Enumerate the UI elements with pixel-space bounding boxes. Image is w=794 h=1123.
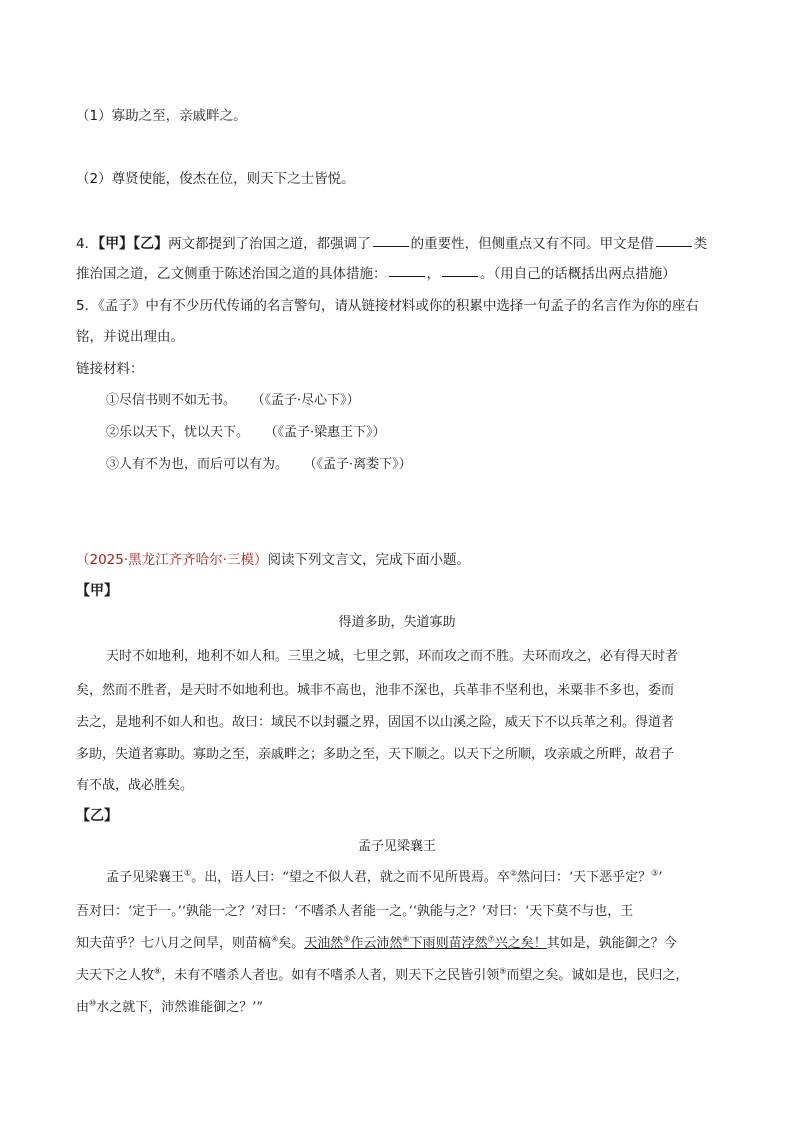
answer-blank[interactable] <box>442 275 478 277</box>
material-label: 链接材料： <box>76 361 144 377</box>
quote-text: ③人有不为也，而后可以有为。 <box>106 457 289 472</box>
footnote-marker: ② <box>509 868 518 878</box>
yi-text: 其如是，孰能御之？今 <box>546 936 677 951</box>
yi-line-1 <box>106 866 662 885</box>
q4-line-1 <box>76 232 707 253</box>
q4-text-4: 推治国之道，乙文侧重于陈述治国之道的具体措施： <box>76 266 387 282</box>
q4-number: 4． <box>76 236 99 252</box>
q5-line-2: 铭，并说出理由。 <box>76 329 184 345</box>
yi-text: ’ <box>658 870 663 885</box>
q4-yi: 【乙】 <box>133 236 169 252</box>
footnote-marker: ⑩ <box>89 998 97 1008</box>
answer-blank[interactable] <box>656 245 692 247</box>
footnote-marker: ⑧ <box>154 966 162 976</box>
yi-text: 天油然 <box>304 936 344 951</box>
quote-1 <box>106 389 360 408</box>
q3-item-1: （1）寡助之至，亲戚畔之。 <box>76 108 247 124</box>
yi-text: 。出，语人曰：“望之不似人君，就之而不见所畏焉。卒 <box>191 870 510 885</box>
q5-line-1: 5．《孟子》中有不少历代传诵的名言警句，请从链接材料或你的积累中选择一句孟子的名言作为你的座右 <box>76 298 699 314</box>
q4-line-2 <box>76 262 676 282</box>
section-instruction: 阅读下列文言文，完成下面小题。 <box>267 552 470 568</box>
quote-text: ②乐以天下，忧以天下。 <box>106 425 250 440</box>
yi-line-5 <box>76 996 263 1015</box>
yi-label: 【乙】 <box>76 808 118 824</box>
yi-text: 而望之矣。诚如是也，民归之， <box>506 968 689 983</box>
q3-item-2: （2）尊贤使能，俊杰在位，则天下之士皆悦。 <box>76 171 355 187</box>
q4-comma: ， <box>426 266 440 282</box>
q4-text-1: 两文都提到了治国之道，都强调了 <box>168 236 371 252</box>
q4-text-5: 。（用自己的话概括出两点措施） <box>480 266 676 282</box>
yi-text: 矣。 <box>278 936 305 951</box>
jia-line: 矣，然而不胜者，是天时不如地利也。城非不高也，池非不深也，兵革非不坚利也，米粟非不多也，委而 <box>76 683 675 698</box>
yi-line-4 <box>76 964 688 983</box>
yi-title: 孟子见梁襄王 <box>357 839 436 854</box>
yi-line-2: 吾对曰：‘定于一。’‘孰能一之？’对曰：‘不嗜杀人者能一之。’‘孰能与之？’对曰：‘天下莫不与也，王 <box>76 904 634 919</box>
quote-source: （《孟子·梁惠王下》） <box>271 425 386 440</box>
yi-text: 下雨则苗浡然 <box>409 936 488 951</box>
footnote-marker: ⑨ <box>499 966 507 976</box>
yi-text: 然问曰：‘天下恶乎定？ <box>517 870 652 885</box>
quote-3 <box>106 453 412 472</box>
q4-text-2: 的重要性，但侧重点又有不同。甲文是借 <box>410 236 654 252</box>
yi-text: 作云沛然 <box>350 936 403 951</box>
yi-text: 夫天下之人牧 <box>76 968 155 983</box>
footnote-marker: ⑤ <box>343 934 351 944</box>
yi-text: 知夫苗乎？七八月之间旱，则苗槁 <box>76 936 272 951</box>
jia-line: 去之，是地利不如人和也。故曰：域民不以封疆之界，固国不以山溪之险，威天下不以兵革之利。得道者 <box>76 715 675 730</box>
footnote-marker: ④ <box>271 934 279 944</box>
jia-title: 得道多助，失道寡助 <box>338 615 456 630</box>
underlined-sentence <box>304 936 547 951</box>
q4-text-3: 类 <box>693 236 708 252</box>
yi-text: ，未有不嗜杀人者也。如有不嗜杀人者，则天下之民皆引领 <box>161 968 500 983</box>
quote-text: ①尽信书则不如无书。 <box>106 393 237 408</box>
footnote-marker: ⑦ <box>487 934 495 944</box>
footnote-marker: ① <box>184 868 192 878</box>
yi-line-3 <box>76 932 677 951</box>
yi-text: 孟子见梁襄王 <box>106 870 185 885</box>
quote-2 <box>106 421 386 440</box>
answer-blank[interactable] <box>373 245 409 247</box>
jia-line: 有不战，战必胜矣。 <box>76 778 194 793</box>
quote-source: （《孟子·离娄下》） <box>310 457 412 472</box>
jia-line: 多助，失道者寡助。寡助之至，亲戚畔之；多助之至，天下顺之。以天下之所顺，攻亲戚之所畔，故君子 <box>76 747 675 762</box>
section-source: （2025·黑龙江齐齐哈尔·三模） <box>76 552 268 568</box>
section-header <box>76 548 470 568</box>
jia-label: 【甲】 <box>76 583 118 599</box>
footnote-marker: ③ <box>651 868 659 878</box>
yi-text: 水之就下，沛然谁能御之？’” <box>96 1000 263 1015</box>
quote-source: （《孟子·尽心下》） <box>258 393 360 408</box>
answer-blank[interactable] <box>389 275 425 277</box>
q4-jia: 【甲】 <box>98 236 134 252</box>
jia-line: 天时不如地利，地利不如人和。三里之城，七里之郭，环而攻之而不胜。夫环而攻之，必有得天时者 <box>106 649 679 664</box>
yi-text: 兴之矣！ <box>494 936 547 951</box>
yi-text: 由 <box>76 1000 90 1015</box>
footnote-marker: ⑥ <box>402 934 410 944</box>
